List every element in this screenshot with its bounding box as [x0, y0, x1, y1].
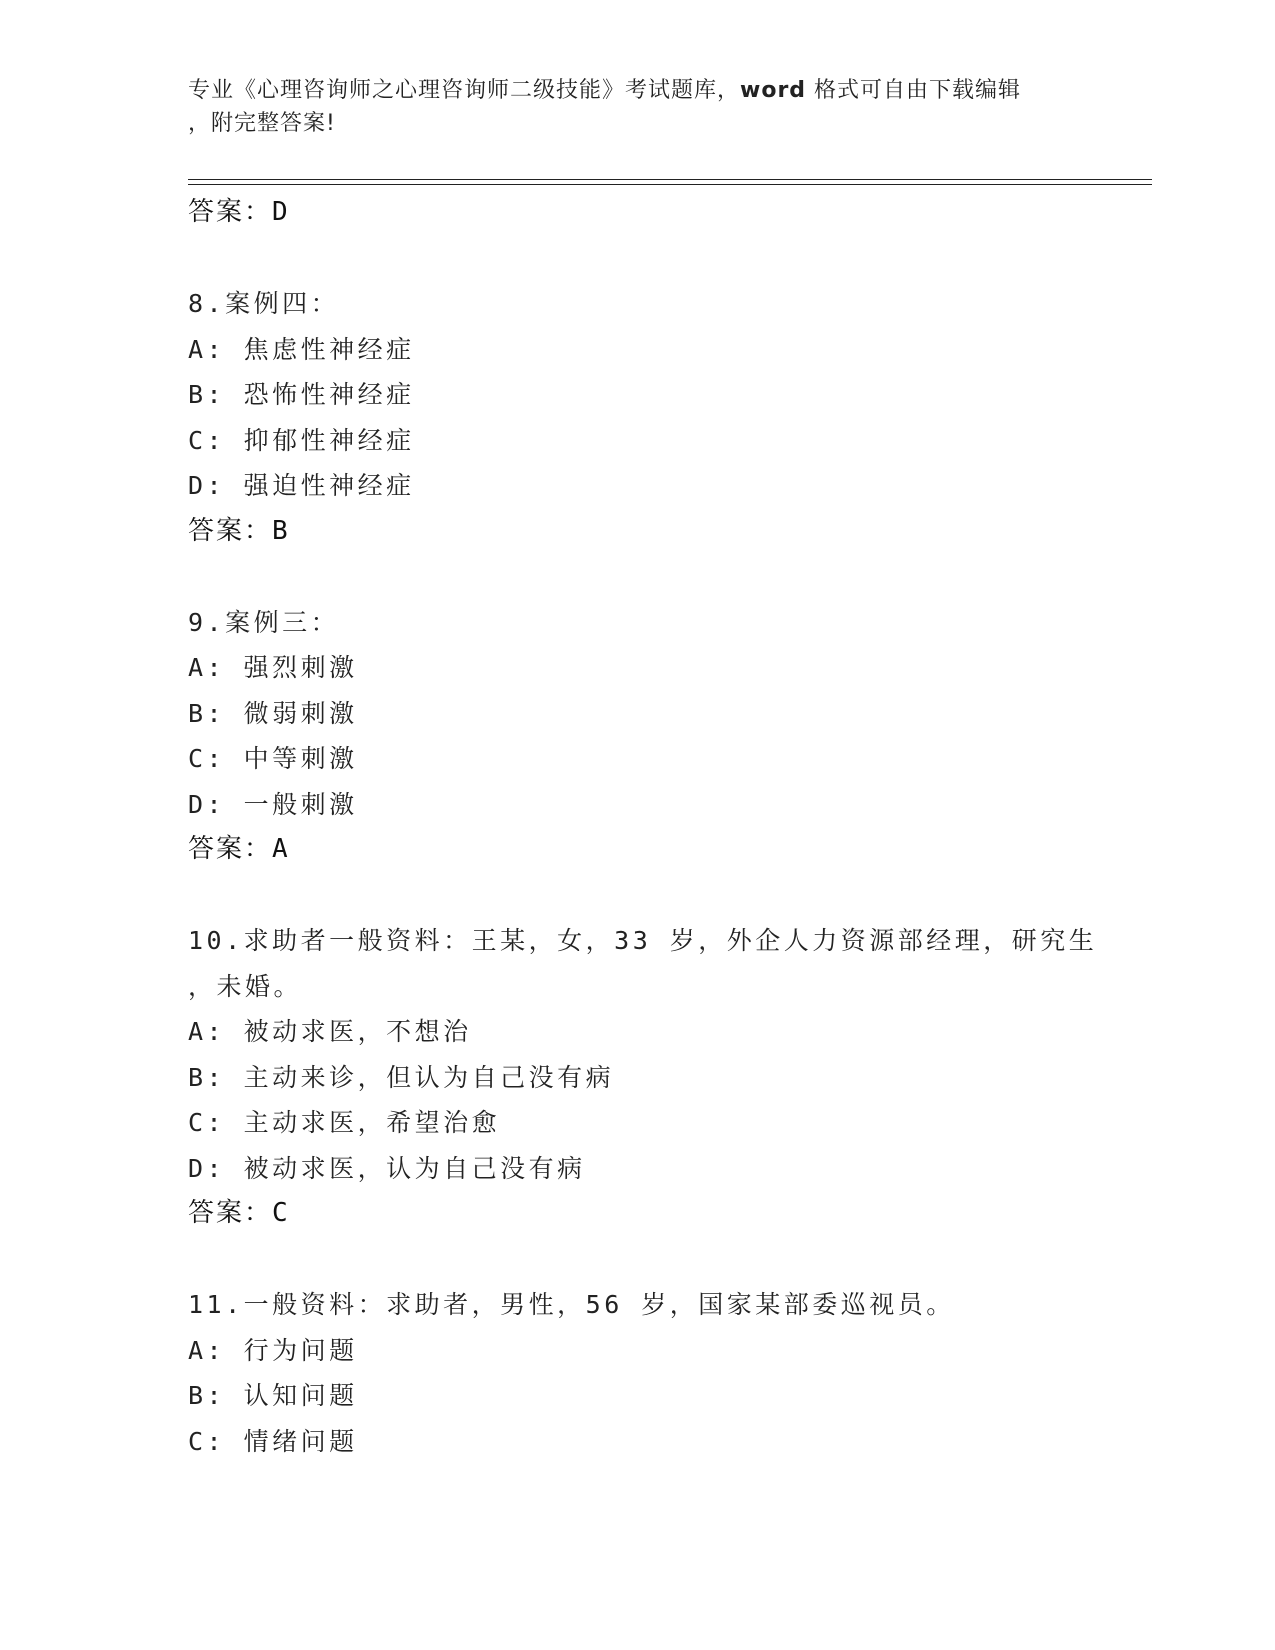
spacer [188, 873, 1148, 919]
answer-value: C [272, 1198, 290, 1228]
question-9-answer [188, 827, 1148, 873]
question-9-option-c: C: 中等刺激 [188, 744, 358, 773]
answer-label: 答案： [188, 834, 273, 864]
answer-value: A [272, 834, 290, 864]
question-10-option-a: A: 被动求医，不想治 [188, 1017, 472, 1046]
question-9-option-d: D: 一般刺激 [188, 789, 358, 819]
header-line-2: ，附完整答案! [188, 111, 336, 136]
header-word-format: word [740, 78, 807, 103]
answer-line [188, 190, 1148, 236]
answer-value: B [272, 515, 290, 546]
question-9-stem: 9.案例三： [188, 607, 340, 637]
question-11-stem: 11.一般资料：求助者，男性，56 岁，国家某部委巡视员。 [188, 1290, 955, 1319]
question-10-stem-line-2: ，未婚。 [188, 971, 303, 1001]
question-11-option-c: C: 情绪问题 [188, 1426, 358, 1456]
answer-label: 答案： [188, 515, 273, 546]
answer-label: 答案： [188, 197, 273, 227]
question-10-option-c: C: 主动求医，希望治愈 [188, 1108, 501, 1137]
question-8-option-b: B: 恐怖性神经症 [188, 380, 415, 409]
question-8-option-c: C: 抑郁性神经症 [188, 425, 415, 455]
spacer [188, 1237, 1148, 1283]
spacer [188, 554, 1148, 600]
answer-value: D [272, 197, 290, 227]
document-header [188, 74, 1088, 140]
question-8-answer [188, 509, 1148, 555]
header-divider-top [188, 179, 1152, 180]
question-11-option-a: A: 行为问题 [188, 1335, 358, 1365]
question-9-option-b: B: 微弱刺激 [188, 698, 358, 728]
header-divider-bottom [188, 184, 1152, 185]
question-8-option-a: A: 焦虑性神经症 [188, 334, 415, 364]
question-9-option-a: A: 强烈刺激 [188, 653, 358, 682]
question-8-option-d: D: 强迫性神经症 [188, 471, 415, 500]
question-10-answer [188, 1191, 1148, 1237]
answer-label: 答案： [188, 1198, 273, 1228]
question-10-option-d: D: 被动求医，认为自己没有病 [188, 1153, 586, 1183]
question-list [188, 190, 1148, 1464]
header-line-1 [188, 74, 1088, 107]
question-11-option-b: B: 认知问题 [188, 1381, 358, 1410]
question-10-option-b: B: 主动来诊，但认为自己没有病 [188, 1062, 615, 1092]
header-text-start: 专业《心理咨询师之心理咨询师二级技能》考试题库， [188, 78, 741, 103]
question-8-stem: 8.案例四： [188, 289, 340, 318]
header-text-end: 格式可自由下载编辑 [806, 78, 1022, 103]
spacer [188, 236, 1148, 282]
question-10-stem-line-1: 10.求助者一般资料：王某，女，33 岁，外企人力资源部经理，研究生 [188, 926, 1098, 955]
